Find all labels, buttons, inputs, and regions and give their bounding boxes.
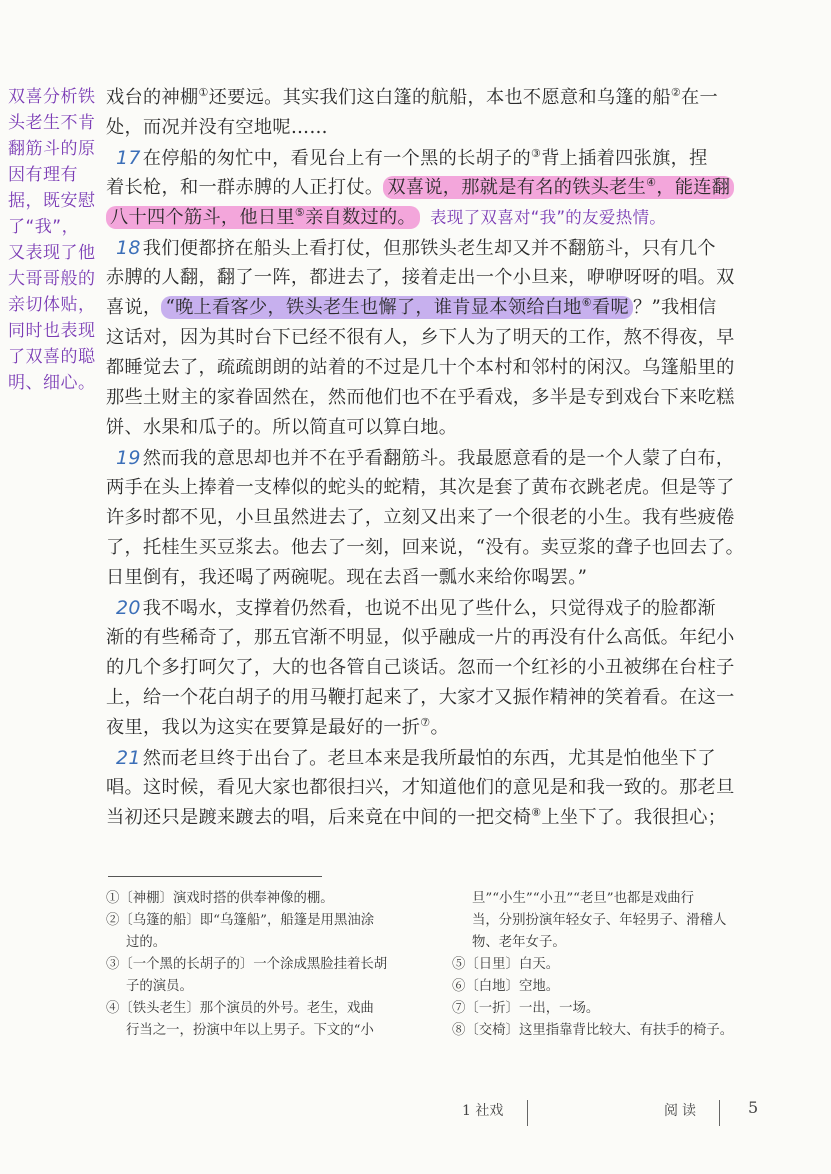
- note-line: 因有理有: [8, 165, 78, 185]
- text-line: 两手在头上捧着一支棒似的蛇头的蛇精，其次是套了黄布衣跳老虎。但是等了: [106, 477, 735, 498]
- footnote: ③〔一个黑的长胡子的〕一个涂成黑脸挂着长胡: [106, 957, 388, 972]
- paragraph-number-20: 20: [116, 597, 141, 619]
- text-line: [116, 744, 716, 772]
- text-line: [106, 804, 726, 832]
- note-line: 据，既安慰: [8, 191, 96, 211]
- note-line: 同时也表现: [8, 321, 96, 341]
- footnote: ⑧〔交椅〕这里指靠背比较大、有扶手的椅子。: [452, 1023, 734, 1038]
- text-line: [106, 204, 666, 232]
- footnote-ref: ⑦: [420, 716, 431, 729]
- text-line: [106, 714, 449, 742]
- paragraph-number-21: 21: [116, 747, 141, 769]
- text-run: 。: [430, 717, 449, 738]
- footnote-continued: 物、老年女子。: [472, 935, 566, 950]
- text-line: 都睡觉去了，疏疏朗朗的站着的不过是几十个本村和邻村的闲汉。乌篷船里的: [106, 357, 735, 378]
- footnote-ref: ④: [646, 176, 657, 189]
- footnote: ⑤〔日里〕白天。: [452, 957, 560, 972]
- text-run: 双喜说，那就是有名的铁头老生: [387, 177, 647, 198]
- text-line: [106, 84, 718, 112]
- footer-divider: [527, 1100, 528, 1126]
- note-line: 了“我”，: [8, 217, 80, 237]
- text-run: ，能连翻: [656, 177, 731, 198]
- footnote-ref: ⑥: [581, 296, 592, 309]
- text-line: 唱。这时候，看见大家也都很扫兴，才知道他们的意见是和我一致的。那老旦: [106, 777, 735, 798]
- margin-handwritten-note: [8, 84, 112, 396]
- text-line: 许多时都不见，小旦虽然进去了，立刻又出来了一个很老的小生。我有些疲倦: [106, 507, 735, 528]
- text-line: 那些土财主的家眷固然在，然而他们也不在乎看戏，多半是专到戏台下来吃糕: [106, 387, 735, 408]
- text-line: [106, 174, 734, 202]
- highlight-purple: [161, 296, 632, 319]
- footnote: ⑦〔一折〕一出，一场。: [452, 1001, 600, 1016]
- note-line: 亲切体贴，: [8, 295, 96, 315]
- footnote: ②〔乌篷的船〕即“乌篷船”，船篷是用黑油涂: [106, 913, 375, 928]
- footnote: ④〔铁头老生〕那个演员的外号。老生，戏曲: [106, 1001, 374, 1016]
- text-run: 亲自数过的。: [305, 207, 416, 228]
- footnote: ⑥〔白地〕空地。: [452, 979, 560, 994]
- text-run: 然而我的意思却也并不在乎看翻筋斗。我最愿意看的是一个人蒙了白布，: [142, 448, 735, 469]
- footnote: ①〔神棚〕演戏时搭的供奉神像的棚。: [106, 891, 334, 906]
- note-line: 头老生不肯: [8, 113, 96, 133]
- text-line: 这话对，因为其时台下已经不很有人，乡下人为了明天的工作，熬不得夜，早: [106, 327, 735, 348]
- text-run: 八十四个筋斗，他日里: [110, 207, 295, 228]
- text-run: 喜说，: [106, 297, 162, 318]
- note-line: 明、细心。: [8, 373, 96, 393]
- footnote-ref: ⑤: [294, 206, 306, 219]
- highlight-pink: [383, 176, 734, 199]
- note-line: 了双喜的聪: [8, 347, 96, 367]
- text-line: [116, 594, 716, 622]
- footnote-continued: 旦”“小生”“小丑”“老旦”也都是戏曲行: [472, 891, 694, 906]
- text-line: 了，托桂生买豆浆去。他去了一刻，回来说，“没有。卖豆浆的聋子也回去了。: [106, 537, 745, 558]
- text-line: [116, 444, 734, 472]
- text-line: [116, 234, 716, 262]
- text-line: 赤膊的人翻，翻了一阵，都进去了，接着走出一个小旦来，咿咿呀呀的唱。双: [106, 267, 735, 288]
- text-line: 的几个多打呵欠了，大的也各管自己谈话。忽而一个红衫的小丑被绑在台柱子: [106, 657, 735, 678]
- text-run: 上坐下了。我很担心；: [541, 807, 727, 828]
- inline-handwritten-note: 表现了双喜对“我”的友爱热情。: [430, 208, 667, 227]
- text-run: 夜里，我以为这实在要算是最好的一折: [106, 717, 421, 738]
- text-line: 日里倒有，我还喝了两碗呢。现在去舀一瓢水来给你喝罢。”: [106, 567, 588, 588]
- text-run: 当初还只是踱来踱去的唱，后来竟在中间的一把交椅: [106, 807, 532, 828]
- paragraph-number-18: 18: [116, 237, 141, 259]
- text-run: 看呢: [591, 297, 629, 318]
- paragraph-number-19: 19: [116, 447, 141, 469]
- footnote-continued: 行当之一，扮演中年以上男子。下文的“小: [126, 1023, 374, 1038]
- note-line: 翻筋斗的原: [8, 139, 96, 159]
- text-run: 我不喝水，支撑着仍然看，也说不出见了些什么，只觉得戏子的脸都渐: [142, 598, 716, 619]
- paragraph-number-17: 17: [116, 147, 141, 169]
- text-run: 戏台的神棚: [106, 87, 199, 108]
- footnotes-right-column: [452, 888, 772, 1042]
- footnote-continued: 子的演员。: [126, 979, 193, 994]
- section-label: 阅读: [664, 1103, 700, 1119]
- note-line: 双喜分析铁: [8, 87, 96, 107]
- footnote-ref: ③: [531, 147, 542, 160]
- text-line: 上，给一个花白胡子的用马鞭打起来了，大家才又振作精神的笑着看。在这一: [106, 687, 735, 708]
- text-line: 饼、水果和瓜子的。所以简直可以算白地。: [106, 417, 458, 438]
- lesson-label: 1 社戏: [462, 1103, 504, 1119]
- text-run: 着长枪，和一群赤膊的人正打仗。: [106, 177, 384, 198]
- footnotes-left-column: [106, 888, 426, 1042]
- note-line: 大哥哥般的: [8, 269, 96, 289]
- text-run: 还要远。其实我们这白篷的航船，本也不愿意和乌篷的船: [208, 87, 671, 108]
- text-line: 渐的有些稀奇了，那五官渐不明显，似乎融成一片的再没有什么高低。年纪小: [106, 627, 735, 648]
- text-run: 在停船的匆忙中，看见台上有一个黑的长胡子的: [142, 148, 532, 169]
- text-line: [116, 144, 708, 172]
- page-number: 5: [748, 1098, 759, 1117]
- footnote-ref: ②: [670, 86, 681, 99]
- text-run: 背上插着四张旗，捏: [541, 148, 708, 169]
- footer-divider: [719, 1100, 720, 1126]
- text-run: “晚上看客少，铁头老生也懈了，谁肯显本领给白地: [165, 297, 582, 318]
- text-line: [106, 294, 717, 322]
- text-run: 然而老旦终于出台了。老旦本来是我所最怕的东西，尤其是怕他坐下了: [142, 748, 716, 769]
- footnote-ref: ①: [198, 86, 209, 99]
- footnote-ref: ⑧: [531, 806, 542, 819]
- highlight-pink: [106, 206, 420, 229]
- text-line: 处，而况并没有空地呢……: [106, 117, 328, 138]
- text-run: ？”我相信: [632, 297, 717, 318]
- text-run: 在一: [681, 87, 718, 108]
- footnote-continued: 过的。: [126, 935, 167, 950]
- footnote-divider: [108, 876, 322, 877]
- footnote-continued: 当，分别扮演年轻女子、年轻男子、滑稽人: [472, 913, 727, 928]
- note-line: 又表现了他: [8, 243, 96, 263]
- text-run: 我们便都挤在船头上看打仗，但那铁头老生却又并不翻筋斗，只有几个: [142, 238, 716, 259]
